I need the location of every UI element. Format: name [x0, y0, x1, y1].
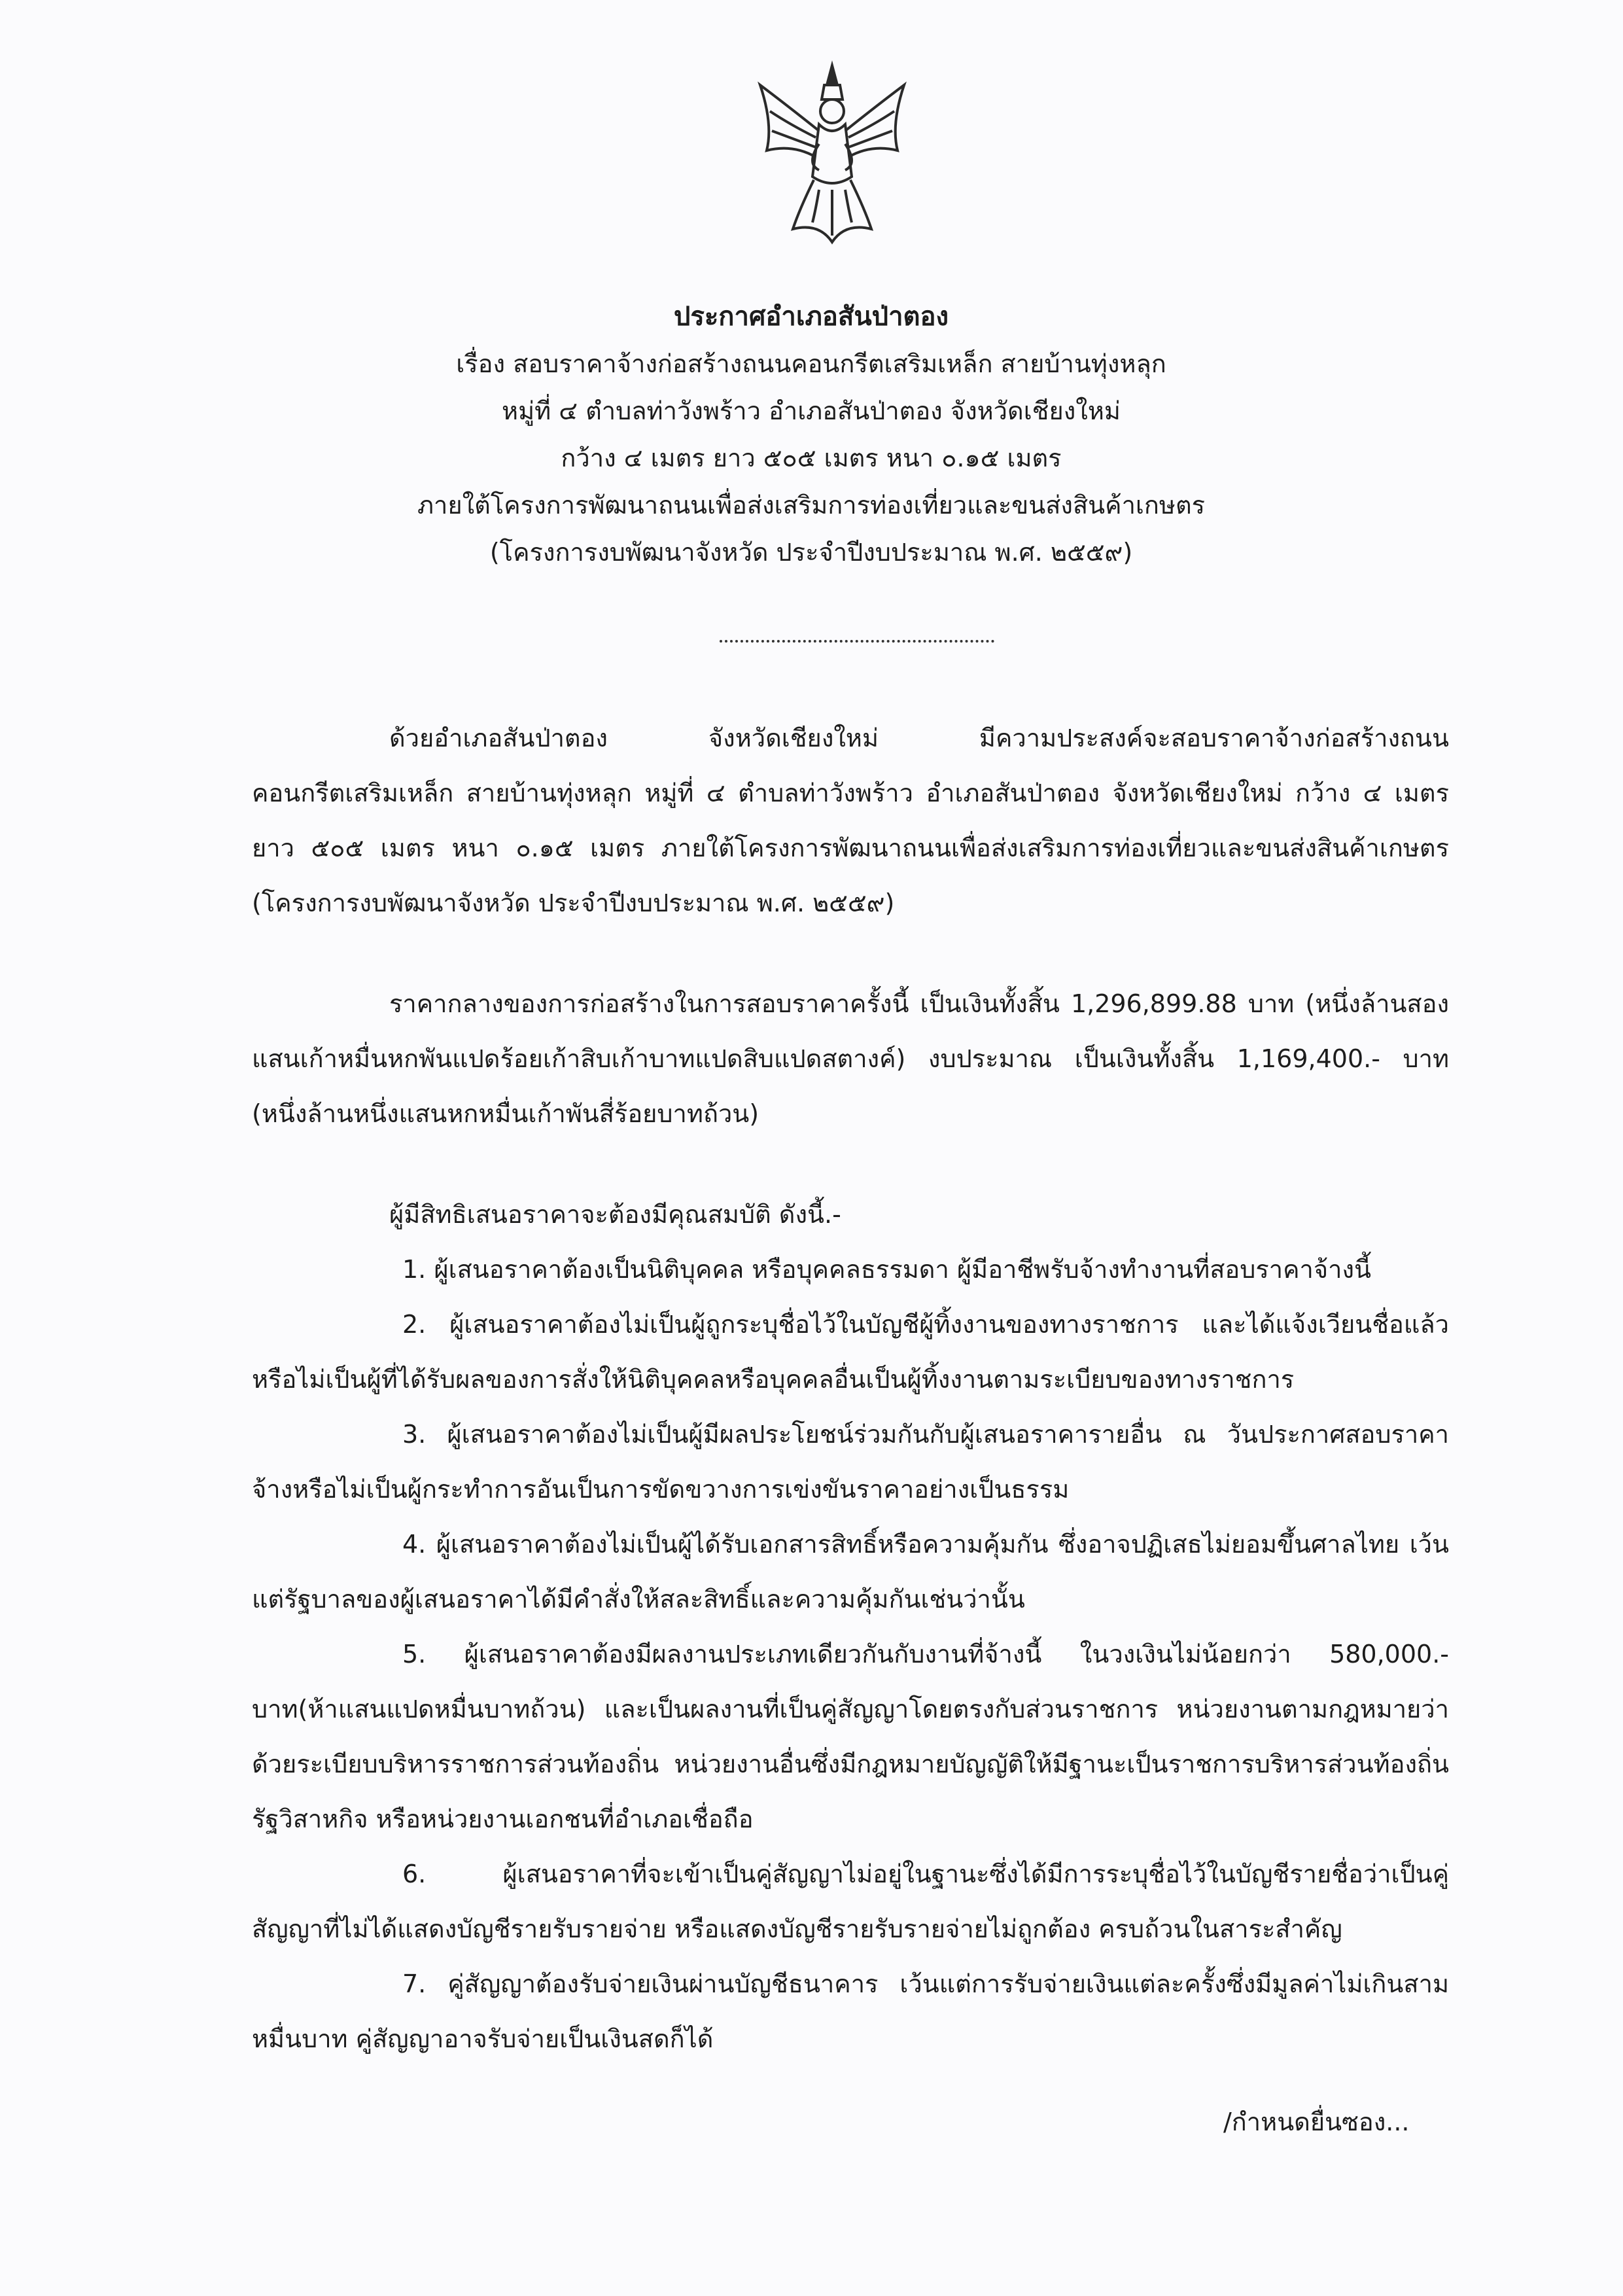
qualification-item-5: 5. ผู้เสนอราคาต้องมีผลงานประเภทเดียวกันกับงานที่จ้างนี้ ในวงเงินไม่น้อยกว่า 580,000.- บาท(ห้าแสนแปดหมื่นบาทถ้วน) และเป็นผลงานที่เป็นคู่สัญญาโดยตรงกับส่วนราชการ หน่วยงานตามกฎหมายว่าด้วยระเบียบบริหารราชการส่วนท้องถิ่น หน่วยงานอื่นซึ่งมีกฎหมายบัญญัติให้มีฐานะเป็นราชการบริหารส่วนท้องถิ่น รัฐวิสาหกิจ หรือหน่วยงานเอกชนที่อำเภอเชื่อถือ	[252, 1640, 1449, 1833]
document-body	[252, 711, 1449, 2066]
dimension-line: กว้าง ๔ เมตร ยาว ๕๐๕ เมตร หนา ๐.๑๕ เมตร	[561, 444, 1062, 472]
qualification-item-4: 4. ผู้เสนอราคาต้องไม่เป็นผู้ได้รับเอกสารสิทธิ์หรือความคุ้มกัน ซึ่งอาจปฏิเสธไม่ยอมขึ้นศาลไทย เว้นแต่รัฐบาลของผู้เสนอราคาได้มีคำสั่งให้สละสิทธิ์และความคุ้มกันเช่นว่านั้น	[252, 1530, 1449, 1614]
location-line: หมู่ที่ ๔ ตำบลท่าวังพร้าว อำเภอสันป่าตอง จังหวัดเชียงใหม่	[502, 397, 1121, 425]
garuda-emblem-icon	[754, 59, 911, 255]
announcement-title: ประกาศอำเภอสันป่าตอง	[673, 302, 949, 332]
budget-line: (โครงการงบพัฒนาจังหวัด ประจำปีงบประมาณ พ.ศ. ๒๕๕๙)	[489, 538, 1133, 567]
qualification-item-1: 1. ผู้เสนอราคาต้องเป็นนิติบุคคล หรือบุคคลธรรมดา ผู้มีอาชีพรับจ้างทำงานที่สอบราคาจ้างนี้	[402, 1255, 1371, 1284]
announcement-heading	[196, 293, 1426, 576]
qualifications-heading: ผู้มีสิทธิเสนอราคาจะต้องมีคุณสมบัติ ดังนี้.-	[389, 1200, 841, 1229]
price-paragraph: ราคากลางของการก่อสร้างในการสอบราคาครั้งนี้ เป็นเงินทั้งสิ้น 1,296,899.88 บาท (หนึ่งล้านสองแสนเก้าหมื่นหกพันแปดร้อยเก้าสิบเก้าบาทแปดสิบแปดสตางค์) งบประมาณ เป็นเงินทั้งสิ้น 1,169,400.- บาท (หนึ่งล้านหนึ่งแสนหกหมื่นเก้าพันสี่ร้อยบาทถ้วน)	[252, 989, 1449, 1128]
dotted-separator	[720, 640, 994, 643]
qualification-item-3: 3. ผู้เสนอราคาต้องไม่เป็นผู้มีผลประโยชน์ร่วมกันกับผู้เสนอราคารายอื่น ณ วันประกาศสอบราคาจ้างหรือไม่เป็นผู้กระทำการอันเป็นการขัดขวางการเข่งขันราคาอย่างเป็นธรรม	[252, 1420, 1450, 1504]
qualification-item-7: 7. คู่สัญญาต้องรับจ่ายเงินผ่านบัญชีธนาคาร เว้นแต่การรับจ่ายเงินแต่ละครั้งซึ่งมีมูลค่าไม่เกินสามหมื่นบาท คู่สัญญาอาจรับจ่ายเป็นเงินสดก็ได้	[252, 1969, 1449, 2053]
qualification-item-2: 2. ผู้เสนอราคาต้องไม่เป็นผู้ถูกระบุชื่อไว้ในบัญชีผู้ทิ้งงานของทางราชการ และได้แจ้งเวียนชื่อแล้วหรือไม่เป็นผู้ที่ได้รับผลของการสั่งให้นิติบุคคลหรือบุคคลอื่นเป็นผู้ทิ้งงานตามระเบียบของทางราชการ	[252, 1310, 1449, 1394]
intro-paragraph: ด้วยอำเภอสันป่าตอง จังหวัดเชียงใหม่ มีความประสงค์จะสอบราคาจ้างก่อสร้างถนนคอนกรีตเสริมเหล็ก สายบ้านทุ่งหลุก หมู่ที่ ๔ ตำบลท่าวังพร้าว อำเภอสันป่าตอง จังหวัดเชียงใหม่ กว้าง ๔ เมตร ยาว ๕๐๕ เมตร หนา ๐.๑๕ เมตร ภายใต้โครงการพัฒนาถนนเพื่อส่งเสริมการท่องเที่ยวและขนส่งสินค้าเกษตร (โครงการงบพัฒนาจังหวัด ประจำปีงบประมาณ พ.ศ. ๒๕๕๙)	[252, 724, 1449, 917]
project-line: ภายใต้โครงการพัฒนาถนนเพื่อส่งเสริมการท่องเที่ยวและขนส่งสินค้าเกษตร	[417, 491, 1206, 520]
qualification-item-6: 6. ผู้เสนอราคาที่จะเข้าเป็นคู่สัญญาไม่อยู่ในฐานะซึ่งได้มีการระบุชื่อไว้ในบัญชีรายชื่อว่าเป็นคู่สัญญาที่ไม่ได้แสดงบัญชีรายรับรายจ่าย หรือแสดงบัญชีรายรับรายจ่ายไม่ถูกต้อง ครบถ้วนในสาระสำคัญ	[252, 1860, 1449, 1943]
subject-line: เรื่อง สอบราคาจ้างก่อสร้างถนนคอนกรีตเสริมเหล็ก สายบ้านทุ่งหลุก	[456, 349, 1166, 378]
continuation-note: /กำหนดยื่นซอง...	[1223, 2108, 1410, 2136]
